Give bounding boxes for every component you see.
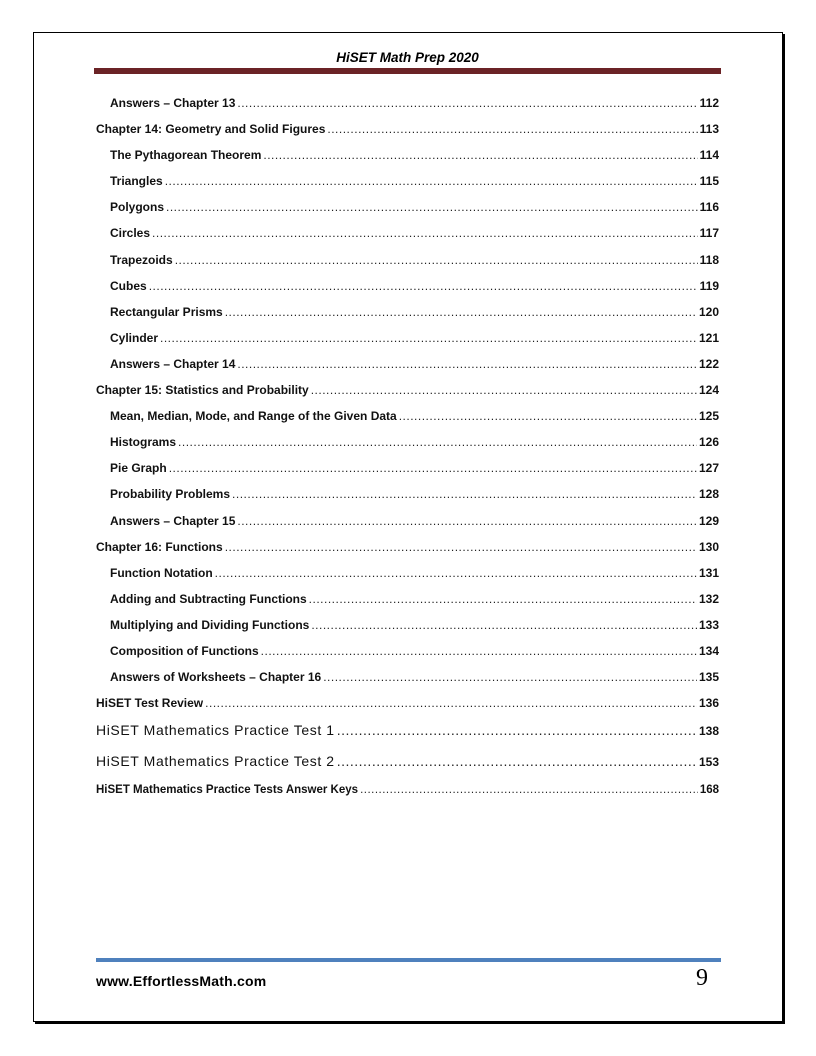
leader-dots (311, 383, 697, 397)
toc-entry-chapter-16[interactable]: Chapter 16: Functions ..... 130 (96, 540, 719, 566)
toc-entry-pythagorean-theorem[interactable]: The Pythagorean Theorem ..... 114 (96, 148, 719, 174)
footer-rule (96, 958, 721, 962)
leader-dots (215, 566, 697, 580)
page-number: 9 (696, 965, 708, 991)
leader-dots (311, 618, 697, 632)
header-rule (94, 68, 721, 74)
leader-dots (175, 253, 698, 267)
toc-entry-triangles[interactable]: Triangles ..... 115 (96, 174, 719, 200)
toc-entry-composition-of-functions[interactable]: Composition of Functions ..... 134 (96, 644, 719, 670)
leader-dots (160, 331, 697, 345)
leader-dots (232, 487, 697, 501)
leader-dots (337, 753, 697, 769)
leader-dots (169, 461, 697, 475)
toc-entry-polygons[interactable]: Polygons ..... 116 (96, 200, 719, 226)
toc-entry-practice-test-2[interactable]: HiSET Mathematics Practice Test 2 ..... 153 (96, 753, 719, 784)
leader-dots (323, 670, 697, 684)
leader-dots (237, 514, 697, 528)
toc-entry-histograms[interactable]: Histograms ..... 126 (96, 435, 719, 461)
leader-dots (149, 279, 698, 293)
toc-entry-answers-chapter-15[interactable]: Answers – Chapter 15 ..... 129 (96, 514, 719, 540)
toc-entry-circles[interactable]: Circles ..... 117 (96, 226, 719, 252)
leader-dots (327, 122, 697, 136)
toc-entry-hiset-test-review[interactable]: HiSET Test Review ..... 136 (96, 696, 719, 722)
page-header-title: HiSET Math Prep 2020 (336, 50, 479, 65)
leader-dots (309, 592, 697, 606)
leader-dots (337, 722, 697, 738)
toc-entry-cylinder[interactable]: Cylinder ..... 121 (96, 331, 719, 357)
toc-entry-practice-tests-answer-keys[interactable]: HiSET Mathematics Practice Tests Answer Keys ..... 168 (96, 784, 719, 810)
toc-entry-multiplying-dividing-functions[interactable]: Multiplying and Dividing Functions ..... 133 (96, 618, 719, 644)
leader-dots (152, 226, 698, 240)
leader-dots (225, 540, 697, 554)
leader-dots (166, 200, 698, 214)
toc-entry-chapter-14[interactable]: Chapter 14: Geometry and Solid Figures ..... 113 (96, 122, 719, 148)
toc-entry-answers-chapter-13[interactable]: Answers – Chapter 13 ..... 112 (96, 96, 719, 122)
toc-entry-rectangular-prisms[interactable]: Rectangular Prisms ..... 120 (96, 305, 719, 331)
toc-entry-adding-subtracting-functions[interactable]: Adding and Subtracting Functions ..... 132 (96, 592, 719, 618)
leader-dots (165, 174, 698, 188)
toc-entry-function-notation[interactable]: Function Notation ..... 131 (96, 566, 719, 592)
leader-dots (237, 96, 697, 110)
leader-dots (225, 305, 697, 319)
table-of-contents (96, 96, 719, 810)
leader-dots (261, 644, 697, 658)
leader-dots (263, 148, 697, 162)
toc-entry-trapezoids[interactable]: Trapezoids ..... 118 (96, 253, 719, 279)
leader-dots (178, 435, 697, 449)
toc-entry-answers-chapter-14[interactable]: Answers – Chapter 14 ..... 122 (96, 357, 719, 383)
leader-dots (399, 409, 697, 423)
leader-dots (237, 357, 697, 371)
toc-entry-chapter-15[interactable]: Chapter 15: Statistics and Probability ..... 124 (96, 383, 719, 409)
toc-entry-practice-test-1[interactable]: HiSET Mathematics Practice Test 1 ..... 138 (96, 722, 719, 753)
toc-entry-answers-chapter-16[interactable]: Answers of Worksheets – Chapter 16 ..... 135 (96, 670, 719, 696)
leader-dots (205, 696, 697, 710)
toc-entry-cubes[interactable]: Cubes ..... 119 (96, 279, 719, 305)
toc-entry-mean-median-mode-range[interactable]: Mean, Median, Mode, and Range of the Given Data ..... 125 (96, 409, 719, 435)
footer-website-url: www.EffortlessMath.com (96, 973, 267, 989)
toc-entry-probability-problems[interactable]: Probability Problems ..... 128 (96, 487, 719, 513)
toc-entry-pie-graph[interactable]: Pie Graph ..... 127 (96, 461, 719, 487)
leader-dots (360, 784, 698, 796)
